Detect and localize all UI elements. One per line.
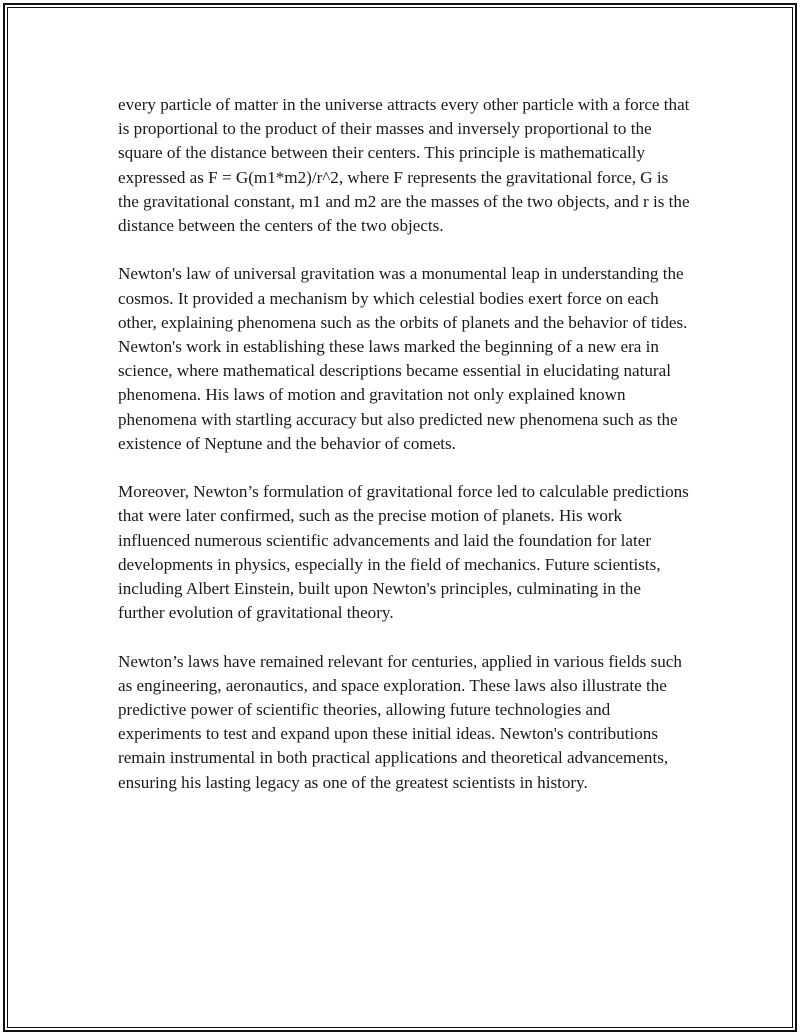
document-body <box>118 93 690 819</box>
paragraph-4: Newton’s laws have remained relevant for centuries, applied in various fields such as engineering, aeronautics, and space exploration. These laws also illustrate the predictive power of scientific theories, allowing future technologies and experiments to test and expand upon these initial ideas. Newton's contributions remain instrumental in both practical applications and theoretical advancements, ensuring his lasting legacy as one of the greatest scientists in history. <box>118 651 682 792</box>
paragraph-3: Moreover, Newton’s formulation of gravitational force led to calculable predictions that were later confirmed, such as the precise motion of planets. His work influenced numerous scientific advancements and laid the foundation for later developments in physics, especially in the field of mechanics. Future scientists, including Albert Einstein, built upon Newton's principles, culminating in the further evolution of gravitational theory. <box>118 482 689 623</box>
paragraph-2: Newton's law of universal gravitation was a monumental leap in understanding the cosmos. It provided a mechanism by which celestial bodies exert force on each other, explaining phenomena such as the orbits of planets and the behavior of tides. Newton's work in establishing these laws marked the beginning of a new era in science, where mathematical descriptions became essential in elucidating natural phenomena. His laws of motion and gravitation not only explained known phenomena with startling accuracy but also predicted new phenomena such as the existence of Neptune and the behavior of comets. <box>118 264 688 453</box>
paragraph-1: every particle of matter in the universe attracts every other particle with a force that is proportional to the product of their masses and inversely proportional to the square of the distance between their centers. This principle is mathematically expressed as F = G(m1*m2)/r^2, where F represents the gravitational force, G is the gravitational constant, m1 and m2 are the masses of the two objects, and r is the distance between the centers of the two objects. <box>118 95 690 236</box>
